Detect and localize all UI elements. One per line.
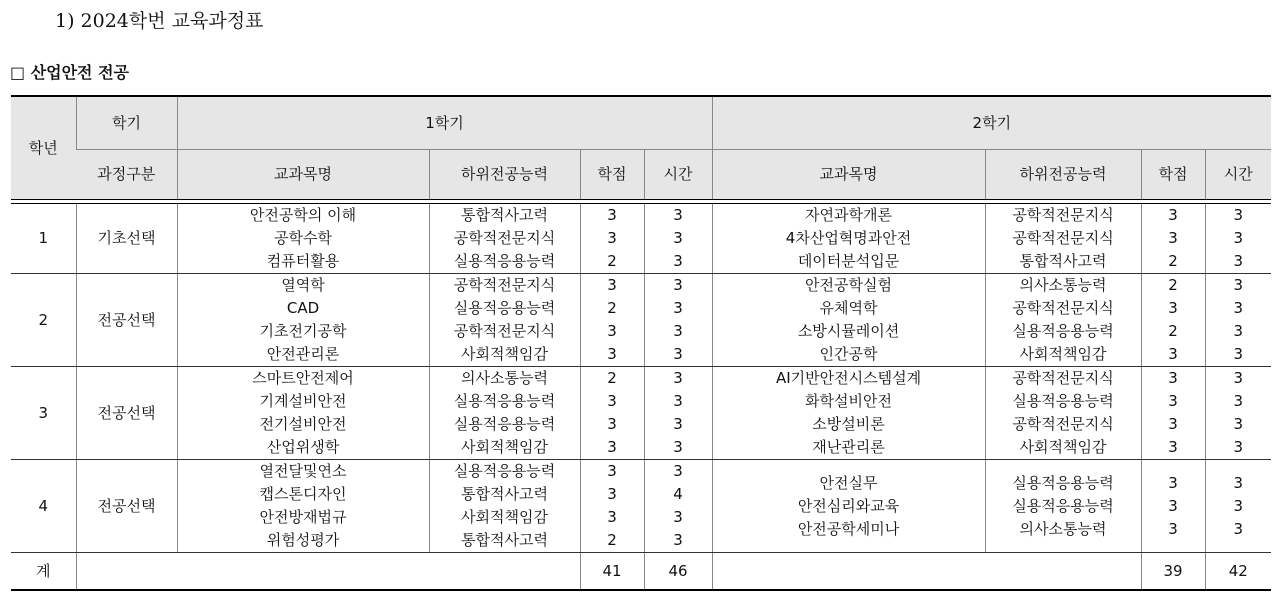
s2-hours: 3: [1233, 322, 1244, 340]
s2-hours: 3: [1233, 392, 1244, 410]
s2-hours: 3: [1233, 519, 1244, 538]
year-row-1: [11, 204, 1271, 274]
s2-hours: 3: [1233, 415, 1244, 433]
s2-credit: 3: [1168, 438, 1178, 456]
s1-competency-list: [429, 204, 580, 274]
s2-competency: 실용적응용능력: [1012, 392, 1114, 410]
year-row-3: [11, 367, 1271, 460]
s1-competency: 통합적사고력: [461, 485, 548, 503]
s1-competency: 사회적책임감: [461, 345, 548, 363]
s1-course: 컴퓨터활용: [266, 252, 340, 270]
s2-credit-list: [1141, 204, 1205, 274]
s2-competency: 실용적응용능력: [1012, 473, 1114, 492]
s1-hours: 3: [673, 531, 683, 549]
s1-competency: 통합적사고력: [461, 206, 548, 224]
s2-competency: 통합적사고력: [1019, 252, 1107, 270]
s2-course: 유체역학: [819, 299, 878, 317]
s1-credit: 3: [607, 206, 617, 224]
header-semester-2: 2학기: [712, 96, 1271, 150]
s1-hours: 3: [673, 508, 683, 526]
s1-competency: 실용적응용능력: [453, 299, 556, 317]
s1-credit: 2: [607, 369, 617, 387]
s2-credit: 3: [1168, 392, 1178, 410]
total-s1-hours: 46: [644, 553, 712, 591]
s2-hours: 3: [1233, 369, 1244, 387]
s2-hours: 3: [1233, 276, 1244, 294]
s2-course: 4차산업혁명과안전: [785, 229, 912, 247]
s2-hours: 3: [1233, 229, 1244, 247]
s2-hours: 3: [1233, 473, 1244, 492]
s1-competency-list: [429, 367, 580, 460]
s1-competency: 공학적전문지식: [453, 322, 556, 340]
s1-hours: 3: [673, 415, 683, 433]
s1-course: 열역학: [281, 276, 325, 294]
s1-credit: 3: [607, 485, 617, 503]
s2-competency: 의사소통능력: [1019, 276, 1107, 294]
s2-competency: 실용적응용능력: [1012, 322, 1114, 340]
s2-course-list: [712, 204, 985, 274]
s1-hours: 4: [673, 485, 683, 503]
s1-hours: 3: [673, 299, 683, 317]
year-row-4: [11, 460, 1271, 553]
s2-hours: 3: [1233, 496, 1244, 515]
s1-credit: 2: [607, 531, 617, 549]
s1-competency: 공학적전문지식: [453, 229, 556, 247]
s2-competency-list: [985, 367, 1141, 460]
s2-course: 화학설비안전: [805, 392, 892, 410]
s1-course: 기계설비안전: [259, 392, 347, 410]
header-s2-hours: 시간: [1205, 150, 1271, 200]
s1-competency: 실용적응용능력: [453, 252, 556, 270]
s2-hours: 3: [1233, 345, 1244, 363]
s2-credit: 3: [1168, 519, 1178, 538]
category-cell: 기초선택: [76, 204, 177, 274]
s2-course: 소방시뮬레이션: [797, 322, 900, 340]
s1-credit: 3: [607, 508, 617, 526]
s1-credit-list: [580, 204, 644, 274]
s1-competency: 실용적응용능력: [453, 462, 556, 480]
s2-hours: 3: [1233, 299, 1244, 317]
s1-hours: 3: [673, 438, 683, 456]
header-row-2: [11, 150, 1271, 200]
year-cell: 4: [11, 460, 76, 553]
s1-competency-list: [429, 274, 580, 367]
s2-credit-list: [1141, 367, 1205, 460]
s2-credit-list: [1141, 460, 1205, 553]
s2-course: 자연과학개론: [805, 206, 892, 224]
s2-course-list: [712, 367, 985, 460]
s2-course: 안전실무: [819, 473, 878, 492]
s2-hours-list: [1205, 460, 1271, 553]
s1-credit: 3: [607, 392, 617, 410]
s2-credit: 3: [1168, 206, 1178, 224]
s2-course: 안전공학세미나: [797, 519, 900, 538]
header-s2-credit: 학점: [1141, 150, 1205, 200]
s2-hours: 3: [1233, 206, 1244, 224]
header-row-1: [11, 96, 1271, 150]
s1-course-list: [177, 274, 429, 367]
s1-competency-list: [429, 460, 580, 553]
s1-hours: 3: [673, 322, 683, 340]
total-s2-blank: [712, 553, 1141, 591]
total-row: [11, 553, 1271, 591]
s2-credit: 3: [1168, 345, 1178, 363]
total-s1-credits: 41: [580, 553, 644, 591]
s2-course: 소방설비론: [812, 415, 885, 433]
page-title: 1) 2024학번 교육과정표: [55, 10, 264, 32]
s2-competency: 공학적전문지식: [1012, 229, 1114, 247]
header-s2-competency: 하위전공능력: [985, 150, 1141, 200]
s1-hours: 3: [673, 229, 683, 247]
s2-course: 인간공학: [819, 345, 878, 363]
s2-course: AI기반안전시스템설계: [775, 369, 922, 387]
s1-competency: 사회적책임감: [461, 508, 548, 526]
s2-hours-list: [1205, 204, 1271, 274]
year-row-2: [11, 274, 1271, 367]
s1-hours: 3: [673, 206, 683, 224]
s1-course: 산업위생학: [266, 438, 340, 456]
section-title: □ 산업안전 전공: [10, 63, 129, 82]
s2-competency: 실용적응용능력: [1012, 496, 1114, 515]
s2-hours: 3: [1233, 252, 1244, 270]
s1-course: 안전관리론: [266, 345, 340, 363]
total-s2-hours: 42: [1205, 553, 1271, 591]
s2-credit: 2: [1168, 322, 1178, 340]
s1-competency: 실용적응용능력: [453, 415, 556, 433]
s1-hours-list: [644, 274, 712, 367]
s2-credit: 3: [1168, 415, 1178, 433]
s1-course: CAD: [286, 299, 320, 317]
year-cell: 2: [11, 274, 76, 367]
s2-course-list: [712, 460, 985, 553]
header-semester-1: 1학기: [177, 96, 712, 150]
s1-course: 캡스톤디자인: [259, 485, 347, 503]
s1-credit: 2: [607, 299, 617, 317]
s1-competency: 실용적응용능력: [453, 392, 556, 410]
s1-credit: 3: [607, 276, 617, 294]
s1-competency: 공학적전문지식: [453, 276, 556, 294]
s2-credit: 3: [1168, 473, 1178, 492]
s2-course: 안전심리와교육: [797, 496, 900, 515]
s2-credit: 2: [1168, 252, 1178, 270]
s1-course-list: [177, 367, 429, 460]
s2-course-list: [712, 274, 985, 367]
header-s1-hours: 시간: [644, 150, 712, 200]
s1-hours-list: [644, 460, 712, 553]
s1-hours: 3: [673, 276, 683, 294]
header-s2-course: 교과목명: [712, 150, 985, 200]
s2-competency-list: [985, 460, 1141, 553]
s1-credit: 3: [607, 438, 617, 456]
s1-credit: 2: [607, 252, 617, 270]
s2-course: 재난관리론: [812, 438, 885, 456]
s1-course: 안전공학의 이해: [249, 206, 357, 224]
s2-hours-list: [1205, 367, 1271, 460]
s1-credit: 3: [607, 462, 617, 480]
s2-course: 안전공학실험: [805, 276, 892, 294]
s2-course: 데이터분석입문: [797, 252, 900, 270]
total-s1-blank: [76, 553, 580, 591]
header-category: 과정구분: [76, 150, 177, 200]
header-s1-course: 교과목명: [177, 150, 429, 200]
s2-competency: 공학적전문지식: [1012, 299, 1114, 317]
s1-credit: 3: [607, 415, 617, 433]
s2-credit: 3: [1168, 229, 1178, 247]
s2-credit: 3: [1168, 299, 1178, 317]
s1-hours: 3: [673, 392, 683, 410]
year-cell: 3: [11, 367, 76, 460]
header-s1-credit: 학점: [580, 150, 644, 200]
s2-credit: 3: [1168, 496, 1178, 515]
s1-course: 안전방재법규: [259, 508, 347, 526]
s1-course: 기초전기공학: [259, 322, 347, 340]
header-s1-competency: 하위전공능력: [429, 150, 580, 200]
s1-hours-list: [644, 367, 712, 460]
s1-course-list: [177, 460, 429, 553]
s2-competency: 의사소통능력: [1019, 519, 1107, 538]
s2-hours: 3: [1233, 438, 1244, 456]
s2-hours-list: [1205, 274, 1271, 367]
s2-competency-list: [985, 274, 1141, 367]
s1-course: 공학수학: [274, 229, 332, 247]
s1-credit-list: [580, 460, 644, 553]
s1-course: 열전달및연소: [259, 462, 347, 480]
s2-competency: 사회적책임감: [1019, 345, 1107, 363]
s1-credit: 3: [607, 229, 617, 247]
year-cell: 1: [11, 204, 76, 274]
s1-competency: 사회적책임감: [461, 438, 548, 456]
s1-hours: 3: [673, 345, 683, 363]
category-cell: 전공선택: [76, 460, 177, 553]
s1-course: 위험성평가: [266, 531, 340, 549]
header-year: 학년: [11, 96, 76, 200]
s1-competency: 의사소통능력: [461, 369, 548, 387]
category-cell: 전공선택: [76, 367, 177, 460]
total-label: 계: [11, 553, 76, 591]
s2-competency: 공학적전문지식: [1012, 369, 1114, 387]
s1-credit-list: [580, 274, 644, 367]
s2-credit: 3: [1168, 369, 1178, 387]
s1-hours-list: [644, 204, 712, 274]
s1-course: 스마트안전제어: [252, 369, 354, 387]
s2-credit: 2: [1168, 276, 1178, 294]
s1-credit: 3: [607, 345, 617, 363]
s1-course: 전기설비안전: [259, 415, 347, 433]
s2-competency: 공학적전문지식: [1012, 415, 1114, 433]
s1-hours: 3: [673, 369, 683, 387]
s2-competency: 공학적전문지식: [1012, 206, 1114, 224]
category-cell: 전공선택: [76, 274, 177, 367]
s1-competency: 통합적사고력: [461, 531, 548, 549]
s1-hours: 3: [673, 252, 683, 270]
curriculum-table: [11, 95, 1271, 591]
s1-hours: 3: [673, 462, 683, 480]
s1-credit: 3: [607, 322, 617, 340]
s1-course-list: [177, 204, 429, 274]
s2-competency: 사회적책임감: [1019, 438, 1107, 456]
s2-credit-list: [1141, 274, 1205, 367]
s1-credit-list: [580, 367, 644, 460]
s2-competency-list: [985, 204, 1141, 274]
total-s2-credits: 39: [1141, 553, 1205, 591]
header-semester-label: 학기: [76, 96, 177, 150]
